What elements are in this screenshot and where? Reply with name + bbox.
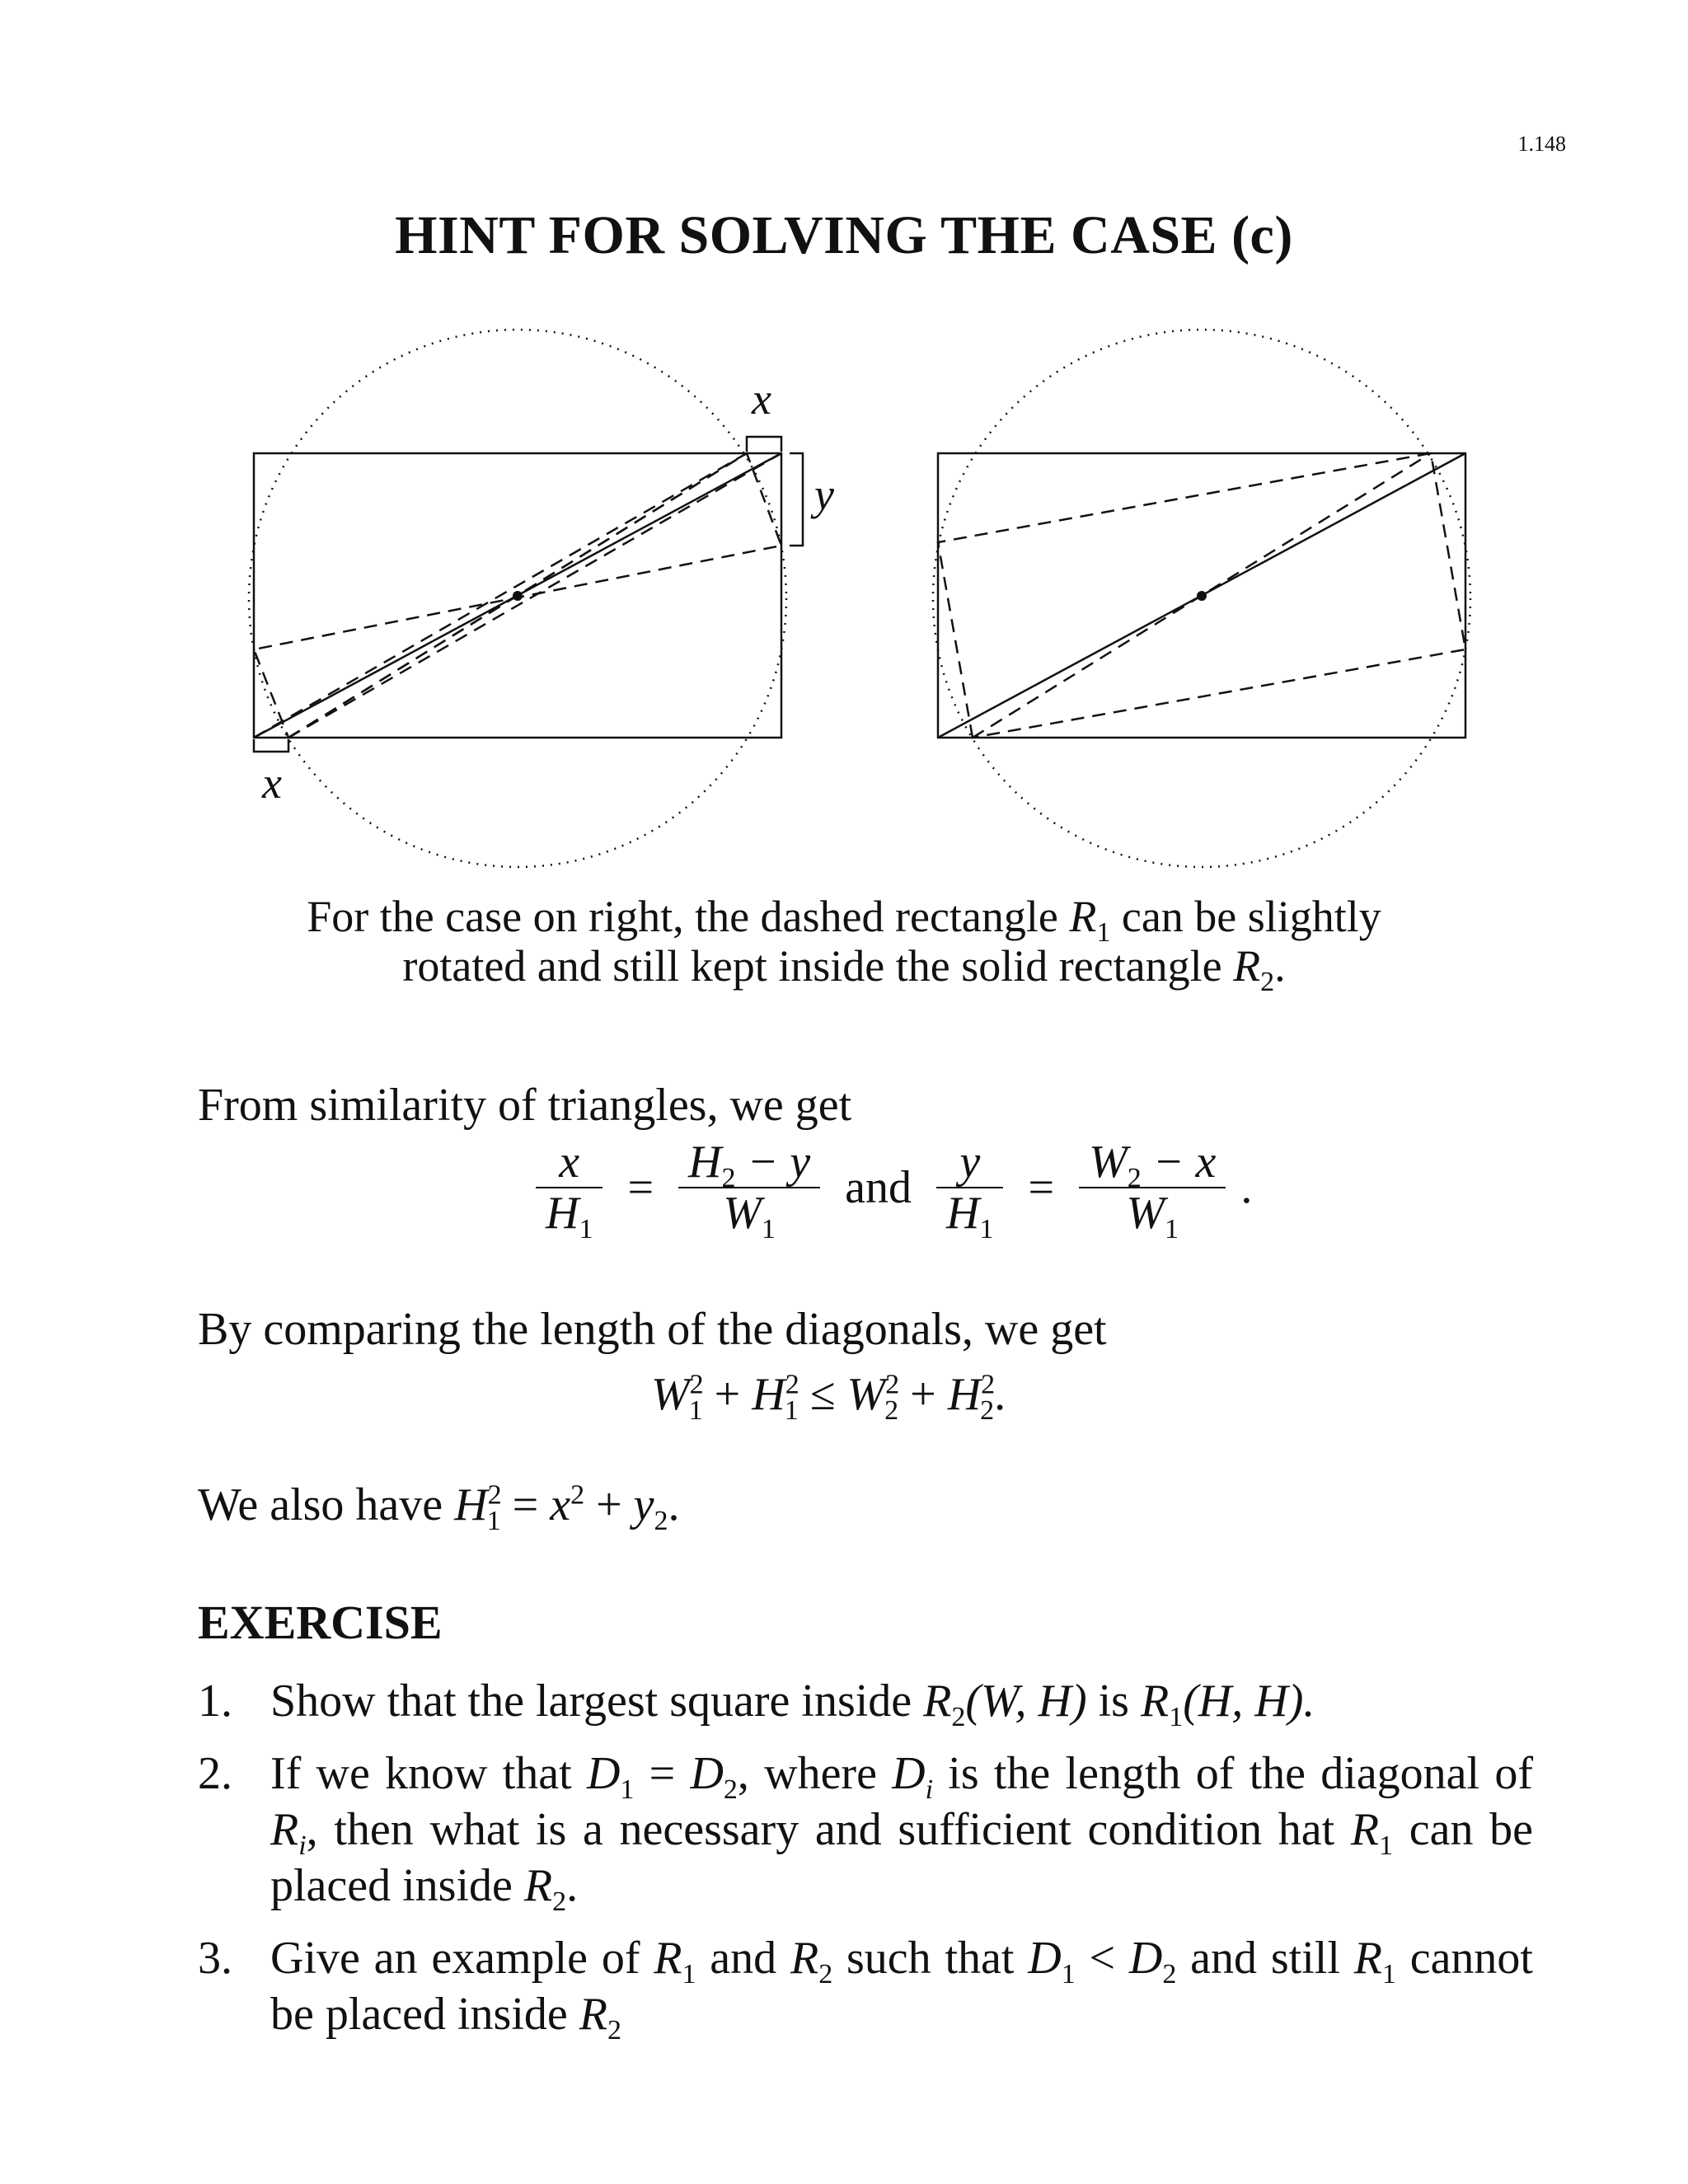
fraction-x-over-h1: $\frac{x}{H_1}$ [536,1137,603,1238]
exercise-item: 1. Show that the largest square inside $R_2(W$, H) is $R_1(H$, H). [198,1675,1315,1733]
left-center-dot [513,591,523,601]
label-y-right: y [814,470,834,519]
left-bracket-bottom [254,739,288,752]
page-number: 1.148 [1517,132,1566,156]
similarity-intro: From similarity of triangles, we get [198,1080,852,1131]
rectangle-figure [0,321,1688,882]
exercise-list [198,1673,1533,2059]
exercise-item: 2. If we know that $D_1 = D_2$, where $D_i$ is the length of the diagonal of $R_i$, then what is a necessary and sufficient condition hat $R_1$ can be placed inside $R_2$. [198,1748,1533,1918]
page-title: HINT FOR SOLVING THE CASE (c) [395,205,1293,265]
label-x-bottom: x [262,758,282,808]
left-dashed-mid2 [254,453,747,738]
label-x-top: x [752,374,771,424]
fraction-w2-minus-x-over-w1: $\frac{W_2 - x}{W_1}$ [1079,1137,1226,1238]
diagonal-inequality: $W^2_1 + H^2_1 \le W^2_2 + H^2_2$. [651,1369,1006,1427]
diagonals-intro: By comparing the length of the diagonals, we get [198,1304,1107,1355]
exercise-item: 3. Give an example of $R_1$ and $R_2$ such that $D_1 < D_2$ and still $R_1$ cannot be placed inside $R_2$ [198,1933,1533,2046]
fraction-h2-minus-y-over-w1: $\frac{H_2 - y}{W_1}$ [678,1137,820,1238]
similarity-equation: $\frac{x}{H_1}$ = $\frac{H_2 - y}{W_1}$ and $\frac{y}{H_1}$ = $\frac{W_2 - x}{W_1}$ . [536,1137,1265,1238]
also-have-equation: We also have $H^2_1 = x^2 + y_2$. [198,1479,680,1537]
fraction-y-over-h1: $\frac{y}{H_1}$ [936,1137,1003,1238]
left-dashed-mid [288,453,781,738]
figure-caption: For the case on right, the dashed rectangle $R_1$ can be slightly rotated and still kept inside the solid rectangle $R_2$. [307,892,1381,997]
left-bracket-top [747,437,781,452]
exercise-heading: EXERCISE [198,1596,443,1649]
left-bracket-right [790,453,803,546]
right-center-dot [1197,591,1207,601]
